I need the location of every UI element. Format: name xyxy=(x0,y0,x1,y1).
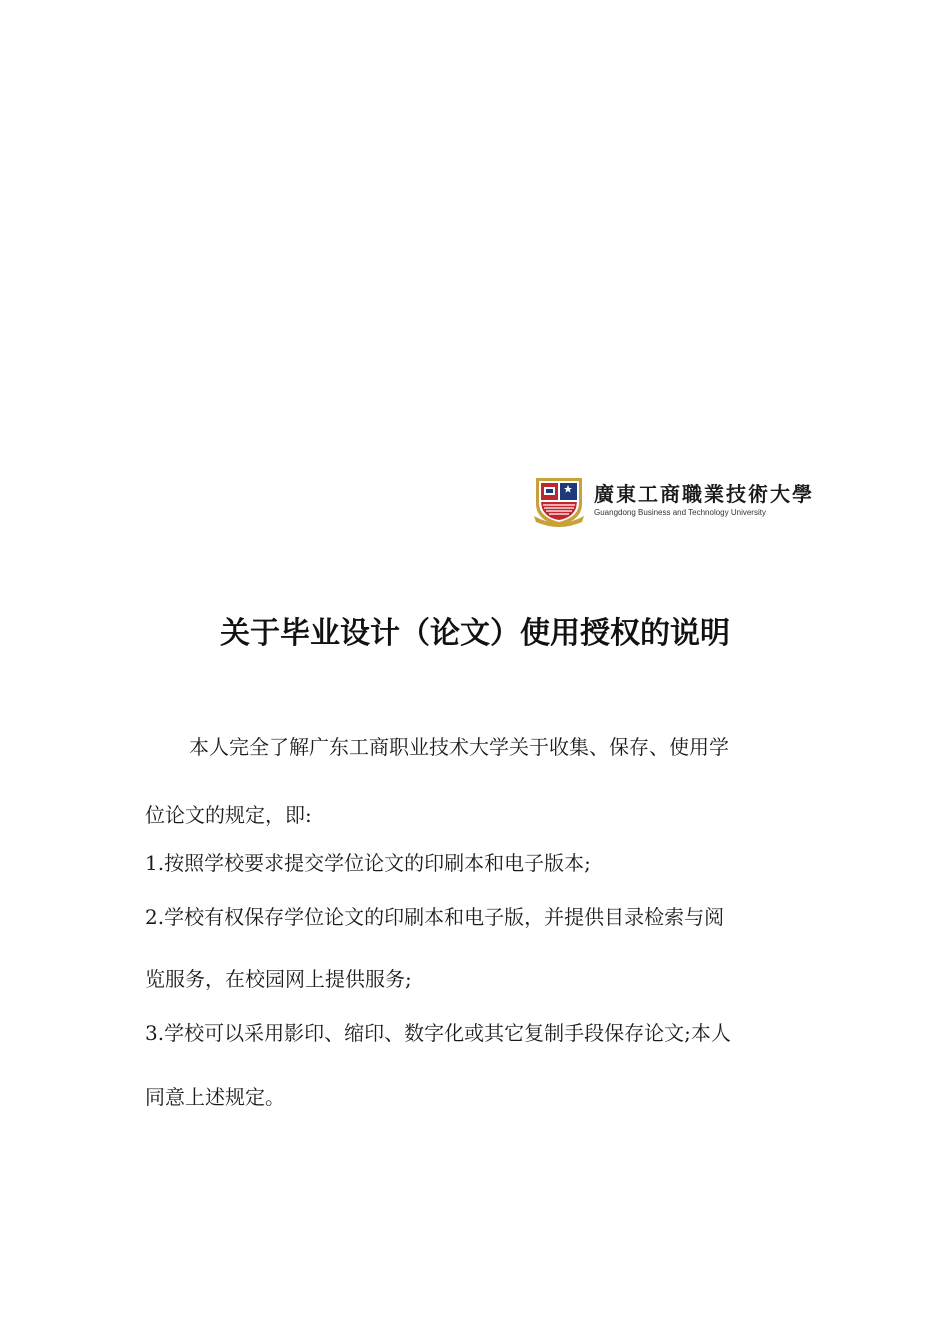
logo-name-chinese: 廣東工商職業技術大學 xyxy=(594,482,814,506)
logo-name-english: Guangdong Business and Technology University xyxy=(594,508,766,517)
document-title: 关于毕业设计（论文）使用授权的说明 xyxy=(220,616,730,651)
university-logo xyxy=(532,474,814,528)
list-item: 2.学校有权保存学位论文的印刷本和电子版，并提供目录检索与阅 xyxy=(145,905,725,929)
list-item: 1.按照学校要求提交学位论文的印刷本和电子版本; xyxy=(145,851,591,875)
document-body xyxy=(145,727,807,1109)
paragraph-line: 位论文的规定，即: xyxy=(145,803,312,827)
list-item-continuation: 同意上述规定。 xyxy=(145,1085,285,1109)
logo-text xyxy=(594,474,814,518)
list-item-continuation: 览服务，在校园网上提供服务; xyxy=(145,967,412,991)
list-item: 3.学校可以采用影印、缩印、数字化或其它复制手段保存论文;本人 xyxy=(145,1021,731,1045)
paragraph-line: 本人完全了解广东工商职业技术大学关于收集、保存、使用学 xyxy=(189,735,729,759)
university-crest-icon xyxy=(532,474,586,528)
